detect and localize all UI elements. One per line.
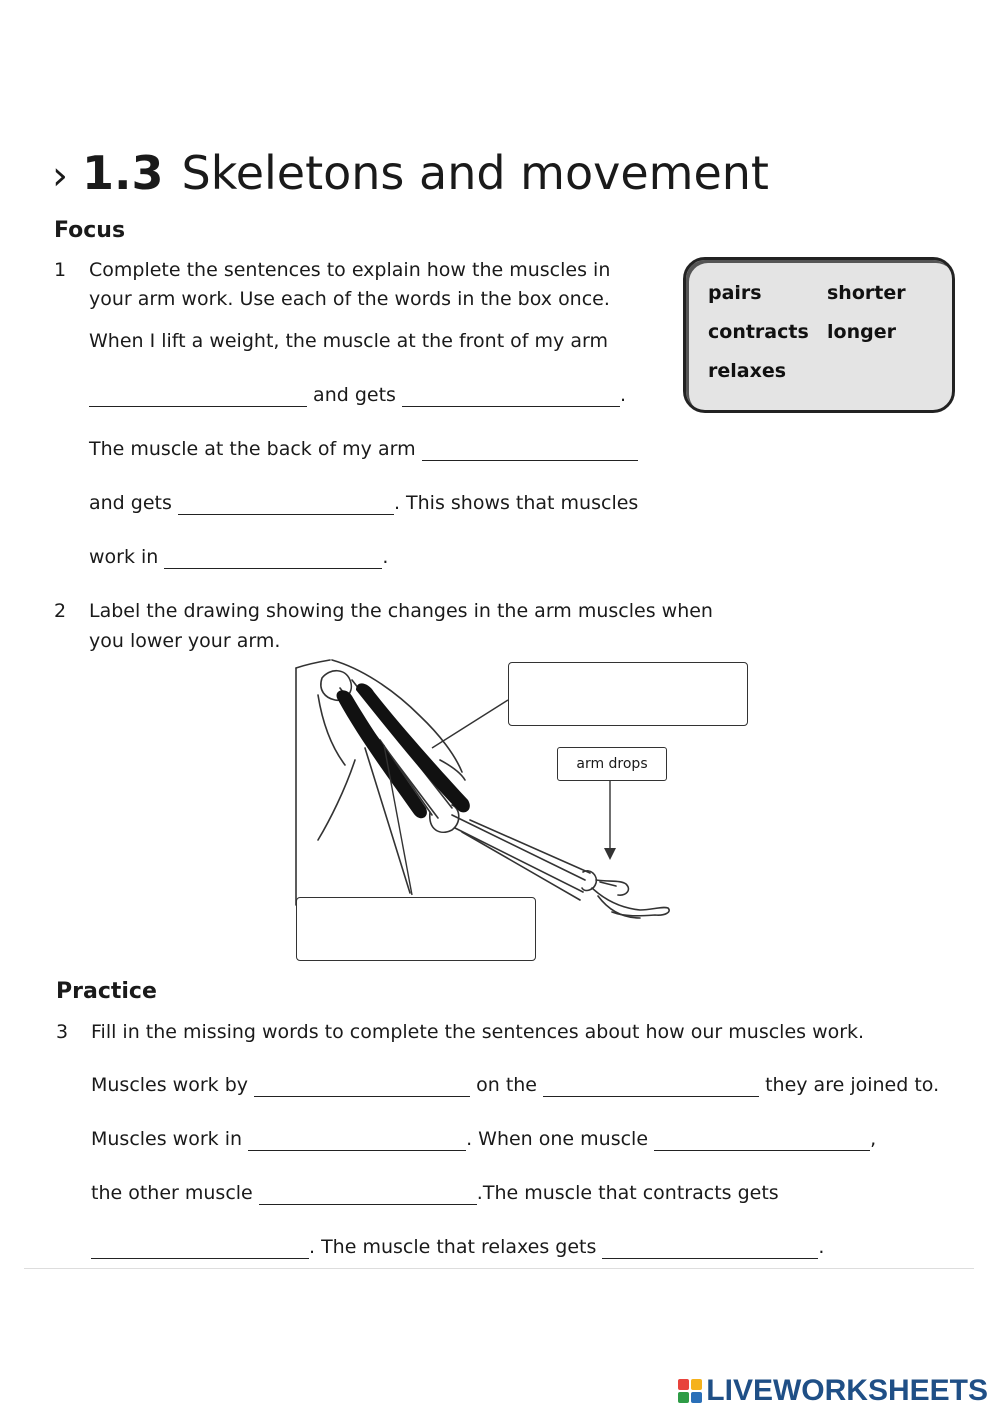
q1-text-and-gets: and gets <box>313 384 396 406</box>
word-contracts: contracts <box>708 321 809 343</box>
q3-text-joined: they are joined to. <box>765 1074 940 1096</box>
q1-period-2: . <box>382 546 389 568</box>
shoulder-outline <box>296 660 330 668</box>
q1-sentence-1: When I lift a weight, the muscle at the front of my arm <box>89 330 608 352</box>
word-relaxes: relaxes <box>708 360 787 382</box>
word-longer: longer <box>827 321 896 343</box>
q3-blank-5[interactable] <box>259 1184 477 1205</box>
torso-inner-line <box>318 760 355 840</box>
q3-comma: , <box>870 1128 877 1150</box>
q3-blank-2[interactable] <box>543 1076 759 1097</box>
q3-blank-7[interactable] <box>602 1238 818 1259</box>
arm-drops-label: arm drops <box>557 747 667 781</box>
q3-text-other-muscle: the other muscle <box>91 1182 253 1204</box>
q2-instruction-line2: you lower your arm. <box>89 630 281 652</box>
question-3-number: 3 <box>56 1021 69 1043</box>
q1-text-shows: . This shows that muscles <box>393 492 639 514</box>
practice-heading: Practice <box>56 979 157 1004</box>
q3-line-3 <box>91 1182 779 1205</box>
q2-instruction-line1: Label the drawing showing the changes in the arm muscles when <box>89 600 713 622</box>
label-box-bottom[interactable] <box>296 897 536 961</box>
section-title: Skeletons and movement <box>181 146 769 200</box>
q3-text-on-the: on the <box>476 1074 537 1096</box>
arrow-down-icon <box>604 848 616 860</box>
liveworksheets-brand[interactable] <box>678 1374 988 1408</box>
q1-text-and-gets-2: and gets <box>89 492 172 514</box>
q3-line-2 <box>91 1128 876 1151</box>
question-2-number: 2 <box>54 600 67 622</box>
brand-text: LIVEWORKSHEETS <box>706 1374 988 1407</box>
section-number: 1.3 <box>82 146 164 200</box>
q3-text-work-in: Muscles work in <box>91 1128 243 1150</box>
q1-instruction-line1: Complete the sentences to explain how the muscles in <box>89 259 611 281</box>
q3-text-work-by: Muscles work by <box>91 1074 249 1096</box>
q3-instruction: Fill in the missing words to complete the sentences about how our muscles work. <box>91 1021 865 1043</box>
q3-text-when-one: . When one muscle <box>466 1128 649 1150</box>
label-box-top[interactable] <box>508 662 748 726</box>
q3-line-1 <box>91 1074 939 1097</box>
q3-blank-6[interactable] <box>91 1238 309 1259</box>
q3-blank-3[interactable] <box>248 1130 466 1151</box>
focus-heading: Focus <box>54 218 126 243</box>
page-divider <box>24 1268 974 1269</box>
word-pairs: pairs <box>708 282 762 304</box>
q3-line-4 <box>91 1236 824 1259</box>
q1-text-work-in: work in <box>89 546 159 568</box>
q3-period-end: . <box>818 1236 825 1258</box>
liveworksheets-logo-icon <box>678 1379 702 1403</box>
q3-text-relaxes-gets: . The muscle that relaxes gets <box>309 1236 597 1258</box>
leader-line-top <box>432 700 508 748</box>
q1-text-back-muscle: The muscle at the back of my arm <box>89 438 416 460</box>
word-shorter: shorter <box>827 282 906 304</box>
q1-instruction-line2: your arm work. Use each of the words in the box once. <box>89 288 610 310</box>
question-1-number: 1 <box>54 259 67 281</box>
q3-blank-4[interactable] <box>654 1130 870 1151</box>
q3-text-contracts-gets: .The muscle that contracts gets <box>476 1182 779 1204</box>
q1-period: . <box>619 384 627 406</box>
chevron-right-icon: › <box>52 153 68 199</box>
q3-blank-1[interactable] <box>254 1076 470 1097</box>
